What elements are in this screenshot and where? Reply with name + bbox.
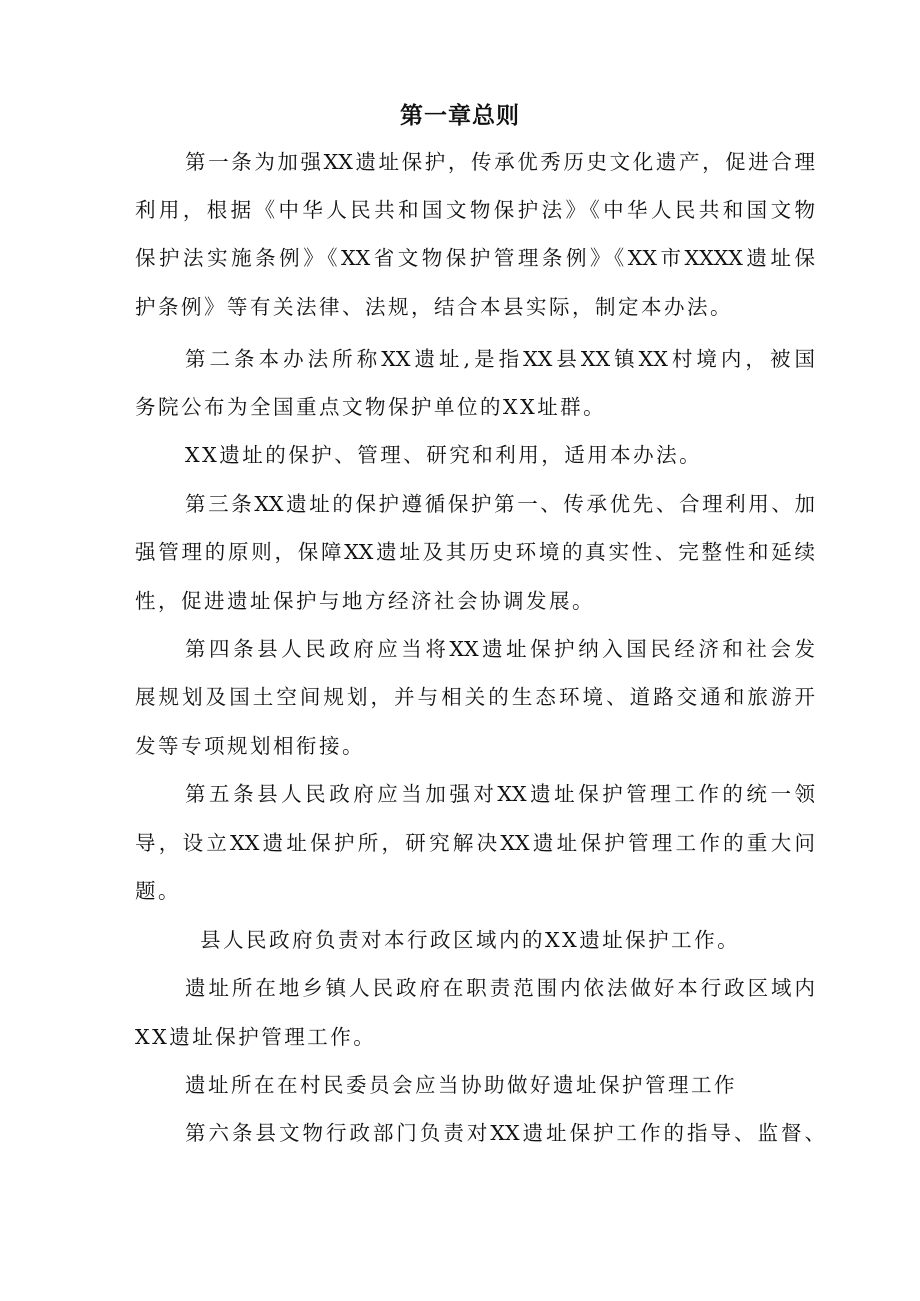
text-line: 第一条为加强XX遗址保护，传承优秀历史文化遗产，促进合理 bbox=[185, 150, 815, 174]
text-line: 第五条县人民政府应当加强对XX遗址保护管理工作的统一领 bbox=[185, 782, 815, 806]
text-line: 第三条XX遗址的保护遵循保护第一、传承优先、合理利用、加 bbox=[185, 492, 815, 516]
text-line: 务院公布为全国重点文物保护单位的XX址群。 bbox=[135, 395, 607, 419]
text-line: 遗址所在地乡镇人民政府在职责范围内依法做好本行政区域内 bbox=[185, 976, 815, 1000]
text-line: 第二条本办法所称XX遗址,是指XX县XX镇XX村境内，被国 bbox=[185, 347, 815, 371]
text-line: 遗址所在在村民委员会应当协助做好遗址保护管理工作 bbox=[185, 1073, 737, 1097]
text-line: 强管理的原则，保障XX遗址及其历史环境的真实性、完整性和延续 bbox=[135, 540, 815, 564]
text-line: 第六条县文物行政部门负责对XX遗址保护工作的指导、监督、 bbox=[185, 1121, 825, 1145]
text-line: 导，设立XX遗址保护所，研究解决XX遗址保护管理工作的重大问 bbox=[135, 831, 815, 855]
text-line: XX遗址的保护、管理、研究和利用，适用本办法。 bbox=[185, 443, 703, 467]
text-line: 展规划及国土空间规划，并与相关的生态环境、道路交通和旅游开 bbox=[135, 685, 815, 709]
text-line: 第四条县人民政府应当将XX遗址保护纳入国民经济和社会发 bbox=[185, 637, 815, 661]
text-line: 县人民政府负责对本行政区域内的XX遗址保护工作。 bbox=[200, 928, 741, 952]
text-line: 保护法实施条例》《XX省文物保护管理条例》《XX市XXXX遗址保 bbox=[135, 246, 815, 270]
text-line: 护条例》等有关法律、法规，结合本县实际，制定本办法。 bbox=[135, 295, 733, 319]
text-line: 发等专项规划相衔接。 bbox=[135, 734, 365, 758]
text-line: 题。 bbox=[135, 879, 181, 903]
text-line: XX遗址保护管理工作。 bbox=[135, 1025, 377, 1049]
text-line: 利用，根据《中华人民共和国文物保护法》《中华人民共和国文物 bbox=[135, 198, 815, 222]
chapter-title: 第一章总则 bbox=[400, 103, 520, 129]
text-line: 性，促进遗址保护与地方经济社会协调发展。 bbox=[135, 589, 595, 613]
